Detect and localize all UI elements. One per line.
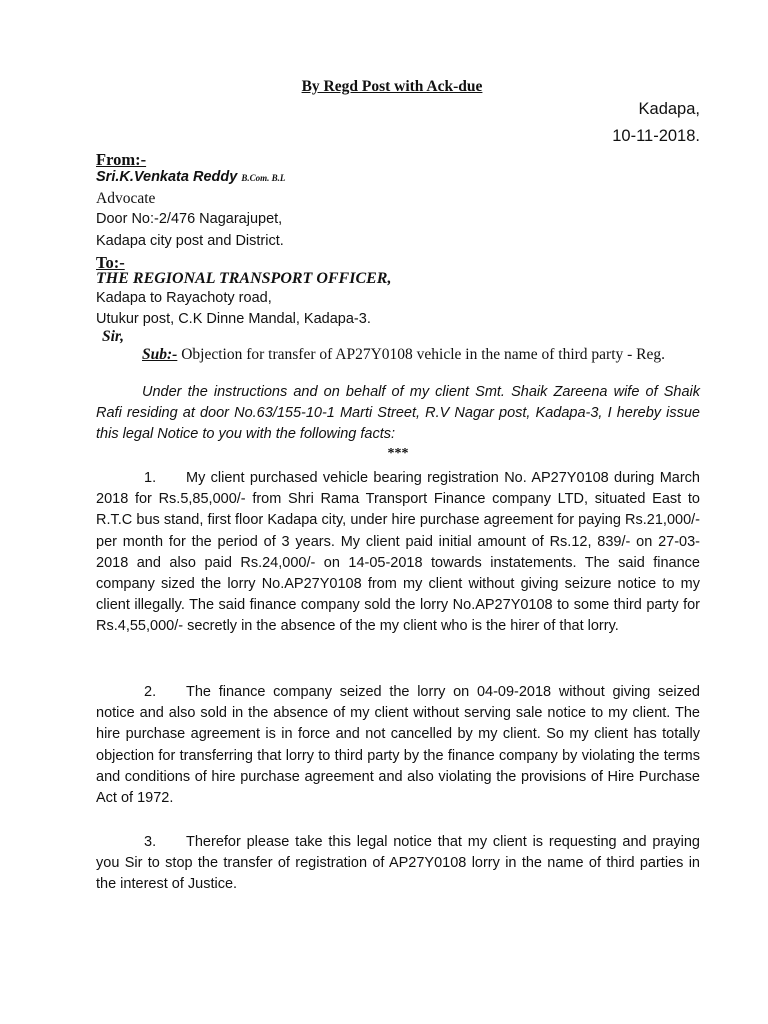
recipient-name: THE REGIONAL TRANSPORT OFFICER, bbox=[96, 270, 392, 287]
letter-place: Kadapa, bbox=[638, 100, 700, 118]
sender-address-line-1: Door No:-2/476 Nagarajupet, bbox=[96, 211, 283, 227]
paragraph-number: 2. bbox=[144, 684, 157, 700]
sender-name-text: Sri.K.Venkata Reddy bbox=[96, 169, 238, 185]
paragraph-number: 3. bbox=[144, 834, 157, 850]
paragraph-number: 1. bbox=[144, 470, 157, 486]
sender-address-line-2: Kadapa city post and District. bbox=[96, 233, 284, 249]
subject-text: Objection for transfer of AP27Y0108 vehicle in the name of third party - Reg. bbox=[177, 346, 666, 363]
letter-title: By Regd Post with Ack-due bbox=[301, 78, 483, 95]
from-label: From:- bbox=[96, 150, 147, 169]
sender-qualification: B.Com. B.L bbox=[241, 173, 286, 183]
paragraph-text: My client purchased vehicle bearing registration No. AP27Y0108 during March 2018 for Rs.5,85,000/- from Shri Rama Transport Finance company LTD, situated East to R.T.C bus stand, first floor Kadapa city, under hire purchase agreement for paying Rs.21,000/- per month for the period of 3 years. My client paid initial amount of Rs.12, 839/- on 27-03-2018 and also paid Rs.24,000/- on 14-05-2018 towards instatements. The said finance company sized the lorry No.AP27Y0108 from my client without giving seizure notice to my client illegally. The said finance company sold the lorry No.AP27Y0108 to some third party for Rs.4,55,000/- secretly in the absence of the my client who is the hirer of that lorry. bbox=[96, 470, 700, 635]
recipient-address-line-1: Kadapa to Rayachoty road, bbox=[96, 290, 272, 306]
intro-paragraph: Under the instructions and on behalf of my client Smt. Shaik Zareena wife of Shaik Rafi residing at door No.63/155-10-1 Marti Street, R.V Nagar post, Kadapa-3, I hereby issue this legal Notice to you with the following facts: bbox=[96, 384, 700, 442]
subject-label: Sub:- bbox=[142, 346, 178, 363]
numbered-paragraph-2 bbox=[96, 682, 700, 809]
sender-designation: Advocate bbox=[96, 190, 156, 207]
to-label: To:- bbox=[96, 253, 125, 272]
salutation: Sir, bbox=[102, 328, 124, 345]
letter-date: 10-11-2018. bbox=[612, 127, 700, 145]
numbered-paragraph-3 bbox=[96, 832, 700, 896]
sender-name bbox=[96, 169, 285, 185]
paragraph-text: Therefor please take this legal notice that my client is requesting and praying you Sir to stop the transfer of registration of AP27Y0108 lorry in the name of third parties in the interest of Justice. bbox=[96, 834, 700, 893]
subject-line bbox=[96, 345, 700, 364]
paragraph-text: The finance company seized the lorry on 04-09-2018 without giving seized notice and also sold in the absence of my client without serving sale notice to my client. The hire purchase agreement is in force and not cancelled by my client. So my client has totally objection for transferring that lorry to third party by the finance company by violating the terms and conditions of hire purchase agreement and also violating the provisions of Hire Purchase Act of 1972. bbox=[96, 684, 700, 807]
recipient-address-line-2: Utukur post, C.K Dinne Mandal, Kadapa-3. bbox=[96, 311, 371, 327]
section-separator: *** bbox=[387, 446, 409, 461]
numbered-paragraph-1 bbox=[96, 468, 700, 638]
